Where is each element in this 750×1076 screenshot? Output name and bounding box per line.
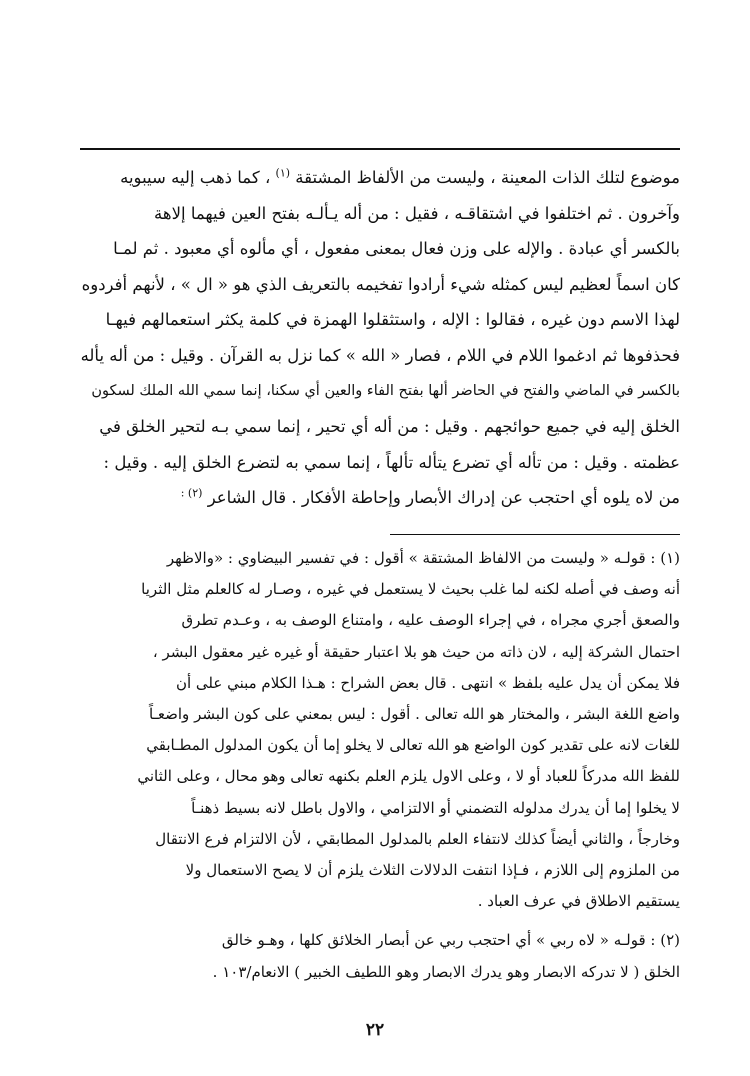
footnote-separator	[390, 534, 680, 535]
footnote-line: واضع اللغة البشر ، والمختار هو الله تعالى . أقول : ليس بمعني على كون البشر واضعـاً	[148, 705, 680, 724]
footnote-line: لا يخلوا إما أن يدرك مدلوله التضمني أو الالتزامي ، والاول باطل لانه بسيط ذهنـاً	[191, 798, 680, 817]
header-rule	[80, 148, 680, 150]
footnote-line: للغات لانه على تقدير كون الواضع هو الله تعالى لا يخلو إما أن يكون المدلول المطـابقي	[146, 736, 680, 755]
footnote-line: للفظ الله مدركاً للعباد أو لا ، وعلى الاول يلزم العلم بكنهه تعالى وهو محال ، وعلى الثاني	[137, 767, 680, 786]
footnote-line: فلا يمكن أن يدل عليه بلفظ » انتهى . قال بعض الشراح : هـذا الكلام مبني على أن	[175, 673, 680, 692]
main-text-segment: ، كما ذهب إليه سيبويه	[120, 168, 271, 187]
main-text	[78, 160, 680, 516]
footnote-line: من الملزوم إلى اللازم ، فـإذا انتفت الدلالات الثلاث يلزم أن لا يصح الاستعمال ولا	[185, 861, 680, 880]
main-text-line: لهذا الاسم دون غيره ، فقالوا : الإله ، واستثقلوا الهمزة في كلمة يكثر استعمالهم فيهـا	[105, 310, 680, 330]
footnote-marker-1: (١)	[275, 166, 291, 180]
footnote-marker-2: (٢) :	[180, 486, 203, 500]
main-text-line: وآخرون . ثم اختلفوا في اشتقاقـه ، فقيل : من أله يـألـه بفتح العين فيهما إلاهة	[154, 203, 680, 223]
main-text-line: فحذفوها ثم ادغموا اللام في اللام ، فصار « الله » كما نزل به القرآن . وقيل : من أله يأله	[80, 345, 680, 365]
footnote-line: (٢) : قولـه « لاه ربي » أي احتجب ربي عن أبصار الخلائق كلها ، وهـو خالق	[221, 931, 680, 950]
footnote-line: يستقيم الاطلاق في عرف العباد .	[477, 892, 680, 911]
footnote-line: الخلق ( لا تدركه الابصار وهو يدرك الابصار وهو اللطيف الخبير ) الانعام/١٠٣ .	[212, 962, 680, 981]
footnote-1	[78, 543, 680, 917]
main-text-line: بالكسر أي عبادة . والإله على وزن فعال بمعنى مفعول ، أي مألوه أي معبود . ثم لمـا	[113, 239, 680, 259]
footnotes	[78, 543, 680, 988]
page-number: ٢٢	[365, 1020, 385, 1040]
footnote-line: (١) : قولـه « وليست من الالفاظ المشتقة » أقول : في تفسير البيضاوي : «والاظهر	[166, 549, 680, 567]
main-text-line: الخلق إليه في جميع حوائجهم . وقيل : من أله أي تحير ، إنما سمي بـه لتحير الخلق في	[99, 417, 680, 437]
footnote-line: أنه وصف في أصله لكنه لما غلب بحيث لا يستعمل في غيره ، وصـار له كالعلم مثل الثريا	[141, 580, 680, 599]
main-text-line: عظمته . وقيل : من تأله أي تضرع يتأله تألهاً ، إنما سمي به لتضرع الخلق إليه . وقيل :	[103, 452, 680, 472]
main-text-line	[78, 160, 680, 196]
footnote-line: وخارجاً ، والثاني أيضاً كذلك لانتفاء العلم بالمدلول المطابقي ، لأن الالتزام فرع الانتقال	[155, 829, 680, 848]
main-text-line	[78, 480, 680, 516]
footnote-2	[78, 925, 680, 987]
footnote-spacer	[78, 917, 680, 925]
main-text-segment: من لاه يلوه أي احتجب عن إدراك الأبصار وإحاطة الأفكار . قال الشاعر	[207, 488, 680, 508]
footnote-line: والصعق أجري مجراه ، في إجراء الوصف عليه ، وامتناع الوصف به ، وعـدم تطرق	[181, 611, 680, 630]
main-text-line: بالكسر في الماضي والفتح في الحاضر ألها بفتح الفاء والعين أي سكنا، إنما سمي الله الملك لسكون	[91, 382, 680, 399]
footnote-line: احتمال الشركة إليه ، لان ذاته من حيث هو بلا اعتبار حقيقة أو غيره غير معقول البشر ،	[152, 642, 680, 661]
main-text-segment: موضوع لتلك الذات المعينة ، وليست من الألفاظ المشتقة	[295, 168, 680, 187]
main-text-line: كان اسماً لعظيم ليس كمثله شيء أرادوا تفخيمه بالتعريف الذي هو « ال » ، لأنهم أفردوه	[81, 274, 680, 294]
